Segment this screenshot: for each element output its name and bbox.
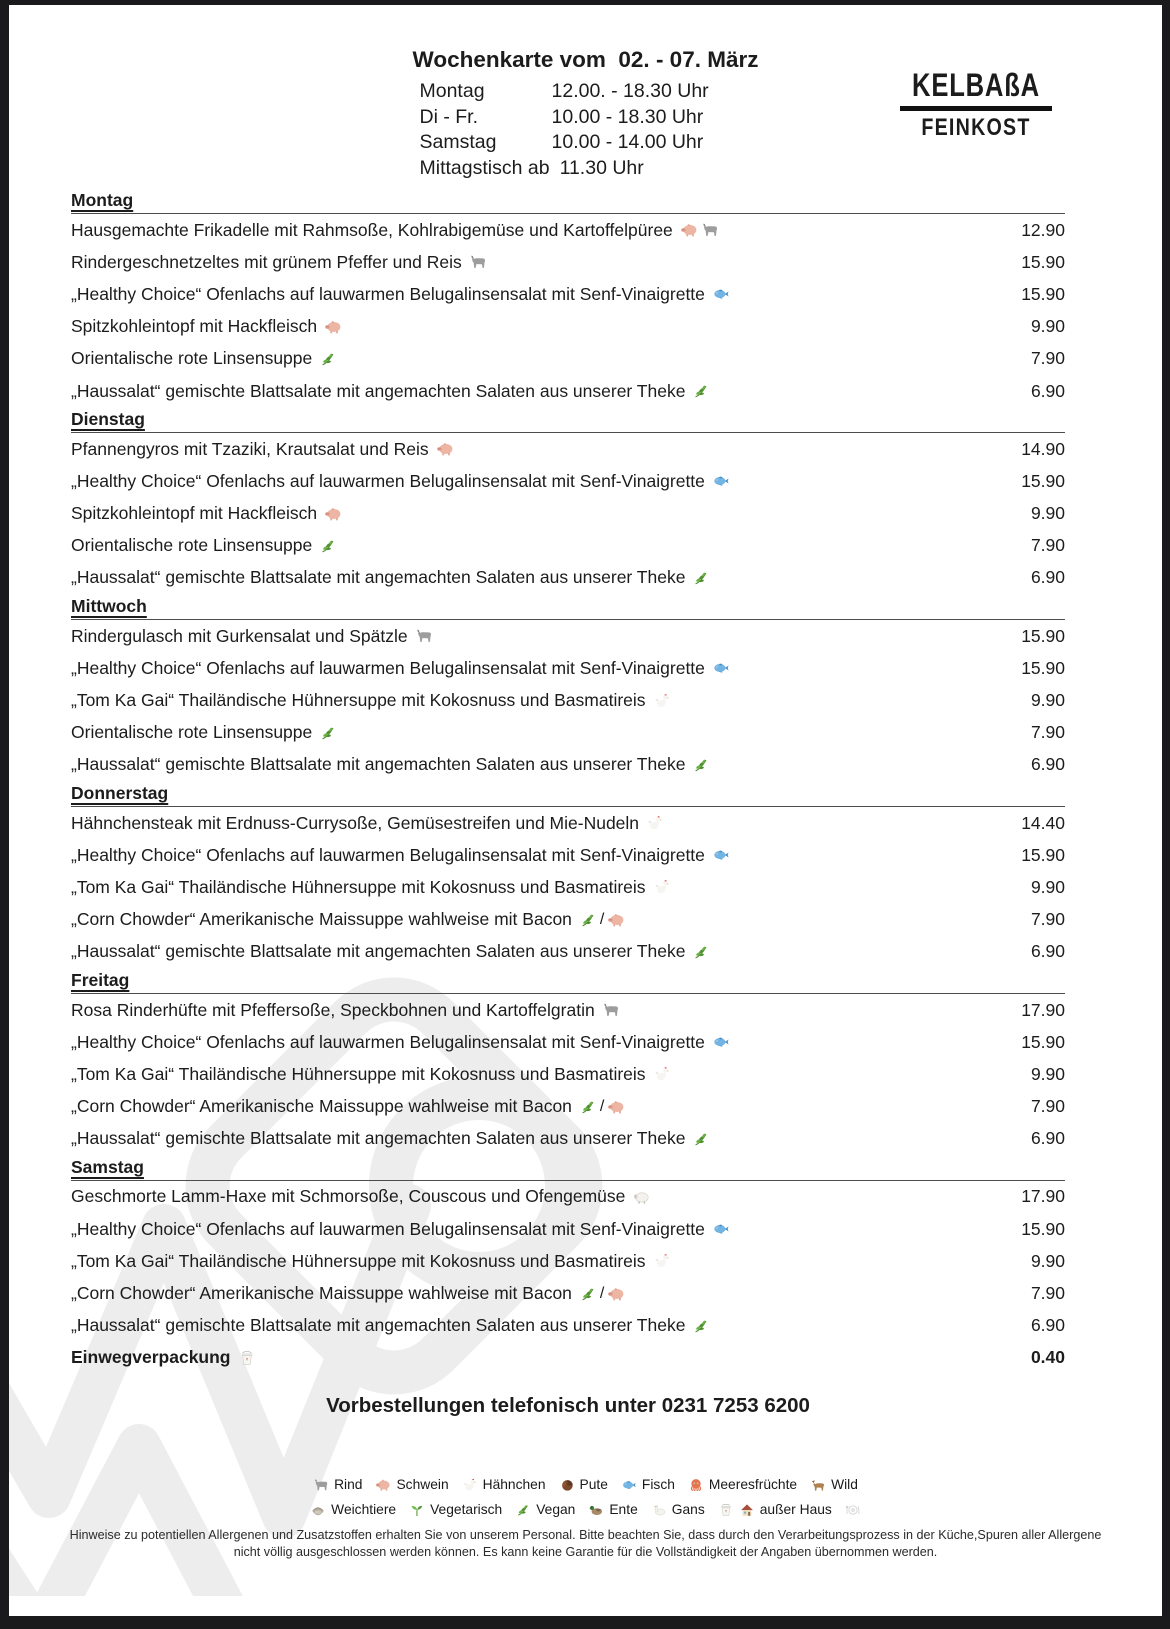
menu: [71, 190, 1065, 1374]
menu-item-price: 6.90: [1030, 1315, 1065, 1336]
slash-separator: /: [599, 910, 605, 928]
fish-icon: [712, 472, 730, 490]
menu-section-montag: [71, 190, 1065, 407]
menu-item-icons: [653, 1252, 671, 1270]
menu-item-price: 17.90: [1021, 999, 1065, 1020]
legend-entry: [718, 1502, 832, 1518]
menu-item-row: [71, 562, 1065, 594]
menu-item-row: [71, 1058, 1065, 1090]
menu-item-row: [71, 1123, 1065, 1155]
opening-hours-time: 10.00 - 14.00 Uhr: [551, 131, 704, 153]
legend-row: [9, 1497, 1162, 1522]
menu-item-price: 7.90: [1030, 722, 1065, 743]
menu-item-price: 14.90: [1021, 438, 1065, 459]
day-name: Freitag: [71, 969, 130, 990]
menu-item-icons: [324, 505, 342, 523]
menu-item-row: [71, 498, 1065, 530]
menu-item-price: 15.90: [1021, 1218, 1065, 1239]
menu-item-text: „Haussalat“ gemischte Blattsalate mit angemachten Salaten aus unserer Theke: [71, 567, 686, 588]
legend-label: Vegetarisch: [430, 1502, 503, 1517]
menu-item-row: [71, 1026, 1065, 1058]
menu-item-icons: [653, 1065, 671, 1083]
day-name: Montag: [71, 190, 134, 210]
pig-icon: [324, 318, 342, 336]
menu-item: [71, 220, 719, 241]
menu-item-text: Rindergulasch mit Gurkensalat und Spätzle: [71, 625, 408, 646]
herb-icon: [579, 1098, 597, 1116]
menu-section-mittwoch: [71, 596, 1065, 781]
menu-item-text: Einwegverpackung: [71, 1347, 231, 1368]
legend-entry: [651, 1502, 705, 1518]
menu-item-row: [71, 465, 1065, 497]
menu-item-row: [71, 375, 1065, 407]
menu-item-row: [71, 994, 1065, 1026]
seedling-icon: [409, 1502, 425, 1518]
menu-item: [71, 1032, 730, 1053]
chicken-icon: [462, 1477, 478, 1493]
menu-item-price: 9.90: [1030, 316, 1065, 337]
herb-icon: [319, 724, 337, 742]
menu-item-icons: [602, 1001, 620, 1019]
octopus-icon: [688, 1477, 704, 1493]
menu-item-text: „Tom Ka Gai“ Thailändische Hühnersuppe mit Kokosnuss und Basmatireis: [71, 690, 646, 711]
menu-item-price: 6.90: [1030, 1128, 1065, 1149]
herb-icon: [692, 569, 710, 587]
menu-item: [71, 1315, 710, 1336]
menu-item: [71, 626, 433, 647]
logo-underline: [900, 106, 1052, 111]
menu-item: [71, 1096, 625, 1117]
menu-item-price: 15.90: [1021, 844, 1065, 865]
menu-item-icons: [579, 1098, 625, 1116]
menu-item: [71, 690, 671, 711]
opening-hours-row: [420, 79, 752, 105]
menu-item-icons: [653, 878, 671, 896]
menu-item: [71, 316, 342, 337]
menu-item-price: 7.90: [1030, 1096, 1065, 1117]
legend-label: Wild: [831, 1477, 858, 1492]
menu-item-row: [71, 214, 1065, 246]
menu-item: [71, 535, 337, 556]
house-icon: [739, 1502, 755, 1518]
menu-item-price: 6.90: [1030, 754, 1065, 775]
herb-icon: [692, 1130, 710, 1148]
menu-item: [71, 471, 730, 492]
menu-item-row: [71, 278, 1065, 310]
menu-item-price: 15.90: [1021, 625, 1065, 646]
slash-separator: /: [599, 1097, 605, 1115]
menu-item-text: Orientalische rote Linsensuppe: [71, 348, 313, 369]
herb-icon: [319, 350, 337, 368]
menu-item-price: 9.90: [1030, 1063, 1065, 1084]
brand-name: KELBAßA: [912, 67, 1040, 103]
menu-item-icons: [415, 627, 433, 645]
chicken-icon: [646, 814, 664, 832]
menu-item: [71, 813, 664, 834]
menu-section-dienstag: [71, 409, 1065, 594]
duck-icon: [588, 1502, 604, 1518]
menu-item-icons: [319, 537, 337, 555]
menu-item-row: [71, 807, 1065, 839]
opening-hours-time: 12.00. - 18.30 Uhr: [551, 80, 709, 102]
menu-item: [71, 722, 337, 743]
allergen-legend: [9, 1472, 1162, 1522]
menu-item-text: „Tom Ka Gai“ Thailändische Hühnersuppe mit Kokosnuss und Basmatireis: [71, 1063, 646, 1084]
menu-item-row: [71, 1310, 1065, 1342]
deer-icon: [810, 1477, 826, 1493]
opening-hours-label: Montag: [419, 80, 485, 102]
menu-item-price: 15.90: [1021, 1031, 1065, 1052]
sheep-icon: [632, 1188, 650, 1206]
menu-item-price: 9.90: [1030, 503, 1065, 524]
menu-item-text: „Haussalat“ gemischte Blattsalate mit angemachten Salaten aus unserer Theke: [71, 754, 686, 775]
menu-item-row: [71, 652, 1065, 684]
menu-item-text: „Corn Chowder“ Amerikanische Maissuppe wahlweise mit Bacon: [71, 909, 572, 930]
menu-item-icons: [436, 440, 454, 458]
menu-section-samstag: [71, 1157, 1065, 1342]
menu-item-row: [71, 839, 1065, 871]
menu-item-price: 15.90: [1021, 283, 1065, 304]
menu-item-row: [71, 433, 1065, 465]
pig-icon: [680, 221, 698, 239]
day-header: [71, 783, 1065, 807]
menu-item-price: 7.90: [1030, 535, 1065, 556]
oyster-icon: [310, 1502, 326, 1518]
menu-item-row: [71, 246, 1065, 278]
menu-item-text: „Haussalat“ gemischte Blattsalate mit angemachten Salaten aus unserer Theke: [71, 380, 686, 401]
menu-item-icons: [692, 756, 710, 774]
opening-hours-row: [420, 130, 752, 156]
menu-item-row: [71, 311, 1065, 343]
menu-item: [71, 941, 710, 962]
menu-item-text: „Healthy Choice“ Ofenlachs auf lauwarmen Belugalinsensalat mit Senf-Vinaigrette: [71, 1031, 705, 1052]
menu-item-price: 9.90: [1030, 876, 1065, 897]
menu-item-price: 15.90: [1021, 470, 1065, 491]
menu-item: [71, 1064, 671, 1085]
menu-item-icons: [712, 1220, 730, 1238]
legend-entry: [515, 1502, 575, 1518]
menu-item-row: [71, 343, 1065, 375]
opening-hours-row: [420, 105, 752, 131]
fish-icon: [712, 846, 730, 864]
day-header: [71, 970, 1065, 994]
opening-hours-time: 10.00 - 18.30 Uhr: [551, 105, 704, 128]
cattle-icon: [415, 627, 433, 645]
cattle-icon: [602, 1001, 620, 1019]
legend-entry: [810, 1477, 858, 1493]
day-header: [71, 190, 1065, 214]
legend-entry: [559, 1477, 608, 1493]
menu-item-icons: [319, 350, 337, 368]
menu-item-row: [71, 1213, 1065, 1245]
legend-label: außer Haus: [759, 1502, 832, 1517]
menu-item-text: Rindergeschnetzeltes mit grünem Pfeffer und Reis: [71, 251, 462, 272]
goose-icon: [651, 1502, 667, 1518]
takeout-box-icon: [718, 1502, 734, 1518]
day-name: Dienstag: [71, 409, 145, 430]
menu-item-price: 7.90: [1030, 1283, 1065, 1304]
menu-page: [9, 5, 1162, 1616]
menu-item-row: [71, 871, 1065, 903]
menu-item: [71, 909, 625, 930]
menu-item: [71, 381, 710, 402]
fish-icon: [712, 1220, 730, 1238]
legend-row: [9, 1472, 1162, 1497]
slash-separator: /: [599, 1284, 605, 1302]
legend-label: Rind: [334, 1477, 363, 1492]
menu-section-donnerstag: [71, 783, 1065, 968]
menu-item: [71, 567, 710, 588]
day-name: Mittwoch: [71, 596, 147, 617]
opening-hours-row: [420, 156, 752, 182]
menu-item-row: [71, 749, 1065, 781]
fish-icon: [712, 1033, 730, 1051]
plate-icon: [845, 1502, 861, 1518]
legend-label: Ente: [609, 1502, 638, 1517]
takeout-box-icon: [238, 1349, 256, 1367]
menu-item-row: [71, 936, 1065, 968]
fish-icon: [712, 285, 730, 303]
menu-item-icons: [680, 221, 719, 239]
menu-item-text: „Healthy Choice“ Ofenlachs auf lauwarmen Belugalinsensalat mit Senf-Vinaigrette: [71, 470, 705, 491]
legend-label: Pute: [579, 1477, 608, 1492]
menu-item-icons: [712, 472, 730, 490]
menu-item-text: „Tom Ka Gai“ Thailändische Hühnersuppe mit Kokosnuss und Basmatireis: [71, 876, 646, 897]
opening-hours-label: Mittagstisch ab: [419, 156, 550, 179]
turkey-icon: [559, 1477, 575, 1493]
herb-icon: [319, 537, 337, 555]
cattle-icon: [469, 253, 487, 271]
menu-item: [71, 845, 730, 866]
menu-item-icons: [692, 1317, 710, 1335]
menu-item-icons: [692, 569, 710, 587]
page-title: Wochenkarte vom 02. - 07. März: [412, 47, 759, 72]
menu-item-row: [71, 1277, 1065, 1309]
menu-item-text: Orientalische rote Linsensuppe: [71, 535, 313, 556]
menu-item-icons: [692, 1130, 710, 1148]
menu-item-row: [71, 1181, 1065, 1213]
legend-label: Meeresfrüchte: [708, 1477, 798, 1492]
opening-hours-label: Samstag: [419, 131, 497, 153]
menu-item-price: 6.90: [1030, 380, 1065, 401]
menu-section-freitag: [71, 970, 1065, 1155]
menu-item-price: 15.90: [1021, 657, 1065, 678]
legend-entry: [621, 1477, 675, 1493]
menu-item-icons: [692, 382, 710, 400]
menu-item-price: 6.90: [1030, 567, 1065, 588]
legend-label: Vegan: [536, 1502, 576, 1517]
menu-item: [71, 658, 730, 679]
legend-entry: [409, 1502, 502, 1518]
menu-item-text: „Corn Chowder“ Amerikanische Maissuppe wahlweise mit Bacon: [71, 1283, 572, 1304]
menu-item-text: „Haussalat“ gemischte Blattsalate mit angemachten Salaten aus unserer Theke: [71, 1128, 686, 1149]
menu-item-icons: [712, 285, 730, 303]
menu-item-text: Pfannengyros mit Tzaziki, Krautsalat und Reis: [71, 438, 429, 459]
menu-item: [71, 877, 671, 898]
menu-item-text: Spitzkohleintopf mit Hackfleisch: [71, 503, 318, 524]
menu-item: [71, 1128, 710, 1149]
menu-item-price: 12.90: [1021, 219, 1065, 240]
pig-icon: [607, 1285, 625, 1303]
menu-item: [71, 439, 454, 460]
menu-item-text: „Haussalat“ gemischte Blattsalate mit angemachten Salaten aus unserer Theke: [71, 1315, 686, 1336]
legend-label: Gans: [671, 1502, 705, 1517]
menu-item-icons: [469, 253, 487, 271]
chicken-icon: [653, 878, 671, 896]
legend-label: Hähnchen: [482, 1477, 546, 1492]
legend-label: Fisch: [641, 1477, 675, 1492]
herb-icon: [515, 1502, 531, 1518]
menu-item: [71, 1000, 620, 1021]
menu-item-icons: [712, 846, 730, 864]
menu-item-text: Spitzkohleintopf mit Hackfleisch: [71, 316, 318, 337]
herb-icon: [579, 911, 597, 929]
menu-item-price: 0.40: [1030, 1347, 1065, 1368]
cattle-icon: [313, 1477, 329, 1493]
preorder-phone-note: Vorbestellungen telefonisch unter 0231 7253 6200: [326, 1394, 810, 1417]
menu-item-icons: [324, 318, 342, 336]
menu-item-price: 17.90: [1021, 1186, 1065, 1207]
menu-item-text: „Healthy Choice“ Ofenlachs auf lauwarmen Belugalinsensalat mit Senf-Vinaigrette: [71, 283, 705, 304]
menu-item: [71, 503, 342, 524]
menu-item-row: [71, 1091, 1065, 1123]
day-name: Samstag: [71, 1156, 144, 1177]
legend-entry: [845, 1502, 861, 1518]
menu-item-icons: [653, 692, 671, 710]
menu-item-row: [71, 717, 1065, 749]
menu-item-icons: [712, 659, 730, 677]
pig-icon: [607, 911, 625, 929]
menu-item-text: „Haussalat“ gemischte Blattsalate mit angemachten Salaten aus unserer Theke: [71, 941, 686, 962]
menu-item-text: „Healthy Choice“ Ofenlachs auf lauwarmen Belugalinsensalat mit Senf-Vinaigrette: [71, 657, 705, 678]
menu-item-price: 9.90: [1030, 690, 1065, 711]
day-header: [71, 596, 1065, 620]
pig-icon: [375, 1477, 391, 1493]
chicken-icon: [653, 1252, 671, 1270]
pig-icon: [324, 505, 342, 523]
menu-item: [71, 1219, 730, 1240]
legend-entry: [310, 1502, 396, 1518]
menu-item-text: Rosa Rinderhüfte mit Pfeffersoße, Speckbohnen und Kartoffelgratin: [71, 999, 595, 1020]
legend-entry: [688, 1477, 797, 1493]
menu-item-icons: [579, 1285, 625, 1303]
brand-sub: FEINKOST: [921, 114, 1031, 141]
menu-item: [71, 1347, 256, 1368]
menu-item-icons: [238, 1349, 256, 1367]
menu-item-price: 15.90: [1021, 251, 1065, 272]
menu-item-text: Orientalische rote Linsensuppe: [71, 722, 313, 743]
herb-icon: [579, 1285, 597, 1303]
menu-item-text: „Tom Ka Gai“ Thailändische Hühnersuppe mit Kokosnuss und Basmatireis: [71, 1250, 646, 1271]
menu-item: [71, 252, 487, 273]
legend-entry: [588, 1502, 637, 1518]
menu-item-icons: [692, 943, 710, 961]
chicken-icon: [653, 1065, 671, 1083]
menu-item-text: Hähnchensteak mit Erdnuss-Currysoße, Gemüsestreifen und Mie-Nudeln: [71, 812, 640, 833]
menu-item: [71, 754, 710, 775]
menu-item-price: 7.90: [1030, 348, 1065, 369]
menu-item-text: Hausgemachte Frikadelle mit Rahmsoße, Kohlrabigemüse und Kartoffelpüree: [71, 219, 673, 240]
menu-item-price: 7.90: [1030, 909, 1065, 930]
day-header: [71, 409, 1065, 433]
pig-icon: [436, 440, 454, 458]
legend-label: Weichtiere: [331, 1502, 397, 1517]
fish-icon: [712, 659, 730, 677]
menu-item-row: [71, 1245, 1065, 1277]
opening-hours: [420, 79, 752, 181]
menu-item-text: „Healthy Choice“ Ofenlachs auf lauwarmen Belugalinsensalat mit Senf-Vinaigrette: [71, 1218, 705, 1239]
menu-item-text: „Healthy Choice“ Ofenlachs auf lauwarmen Belugalinsensalat mit Senf-Vinaigrette: [71, 844, 705, 865]
day-header: [71, 1157, 1065, 1181]
menu-item-icons: [319, 724, 337, 742]
fish-icon: [621, 1477, 637, 1493]
menu-item-icons: [632, 1188, 650, 1206]
menu-item-price: 6.90: [1030, 941, 1065, 962]
day-name: Donnerstag: [71, 783, 169, 803]
herb-icon: [692, 756, 710, 774]
legend-entry: [313, 1477, 362, 1493]
menu-item-row: [71, 530, 1065, 562]
menu-item-icons: [579, 911, 625, 929]
pig-icon: [607, 1098, 625, 1116]
opening-hours-label: Di - Fr.: [419, 105, 478, 128]
menu-item-price: 9.90: [1030, 1250, 1065, 1271]
chicken-icon: [653, 692, 671, 710]
herb-icon: [692, 382, 710, 400]
allergen-disclaimer: Hinweise zu potentiellen Allergenen und Zusatzstoffen erhalten Sie von unserem Personal. Bitte beachten Sie, dass durch den Verarbeitungsprozess in der Küche,Spuren aller Allergene nicht völlig ausgeschlossen werden können. Es kann keine Garantie für die Vollständigkeit der Angaben übernommen werden.: [69, 1528, 1102, 1559]
brand-logo: [888, 67, 1064, 142]
cattle-icon: [701, 221, 719, 239]
opening-hours-time: 11.30 Uhr: [559, 156, 644, 179]
menu-item: [71, 348, 337, 369]
menu-item: [71, 1251, 671, 1272]
herb-icon: [692, 943, 710, 961]
menu-item-icons: [646, 814, 664, 832]
herb-icon: [692, 1317, 710, 1335]
menu-item-price: 14.40: [1021, 812, 1065, 833]
menu-item: [71, 1186, 650, 1207]
menu-item: [71, 1283, 625, 1304]
legend-label: Schwein: [396, 1477, 449, 1492]
menu-item-row: [71, 684, 1065, 716]
menu-item-text: „Corn Chowder“ Amerikanische Maissuppe wahlweise mit Bacon: [71, 1096, 572, 1117]
menu-item-text: Geschmorte Lamm-Haxe mit Schmorsoße, Couscous und Ofengemüse: [71, 1186, 626, 1207]
legend-entry: [375, 1477, 448, 1493]
menu-item-row: [71, 1342, 1065, 1374]
menu-item-row: [71, 904, 1065, 936]
menu-item-icons: [712, 1033, 730, 1051]
menu-item-row: [71, 620, 1065, 652]
menu-item: [71, 284, 730, 305]
legend-entry: [462, 1477, 546, 1493]
